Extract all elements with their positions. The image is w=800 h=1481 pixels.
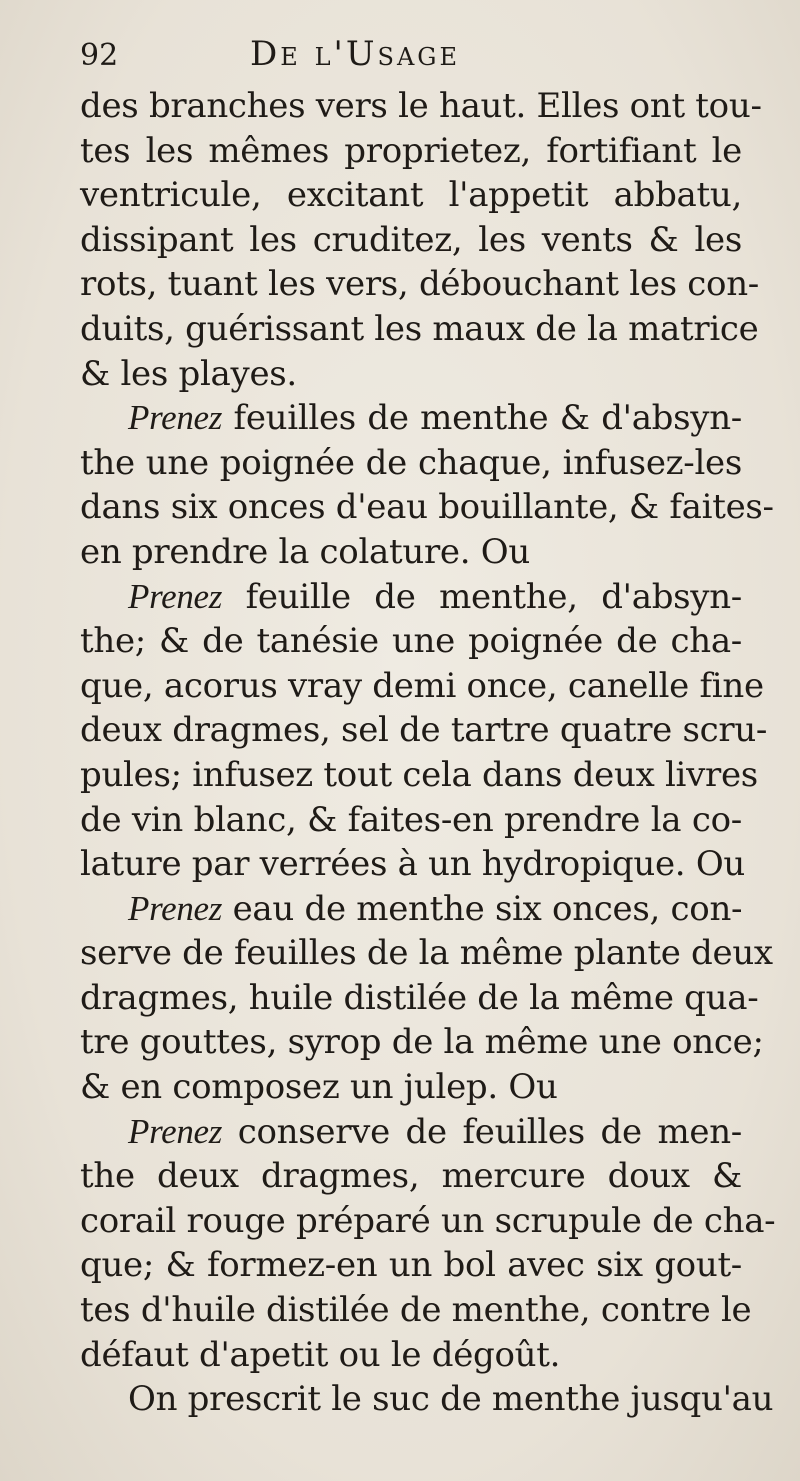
line-text: serve de feuilles de la même plante deux <box>80 933 773 974</box>
paragraph <box>80 1377 774 1422</box>
line-text: dragmes, huile distilée de la même qua- <box>80 977 759 1018</box>
line-text: défaut d'apetit ou le dégoût. <box>80 1334 561 1375</box>
text-line <box>80 1154 742 1199</box>
text-line <box>80 1110 742 1155</box>
line-text: tre gouttes, syrop de la même une once; <box>80 1022 764 1063</box>
line-text: tes d'huile distilée de menthe, contre le <box>80 1290 752 1331</box>
text-line <box>80 1243 742 1288</box>
text-line <box>80 1199 776 1244</box>
lead-word: Prenez <box>128 398 223 438</box>
line-text: conserve de feuilles de men- <box>222 1111 742 1152</box>
line-text: & en composez un julep. Ou <box>80 1067 558 1108</box>
line-text: lature par verrées à un hydropique. Ou <box>80 844 745 885</box>
line-text: rots, tuant les vers, débouchant les con- <box>80 264 759 305</box>
line-text: en prendre la colature. Ou <box>80 531 530 572</box>
text-line <box>80 352 742 397</box>
line-text: ventricule, excitant l'appetit abbatu, <box>80 175 742 216</box>
text-line <box>80 129 742 174</box>
text-line <box>80 307 759 352</box>
line-text: tes les mêmes proprietez, fortifiant le <box>80 130 742 171</box>
paragraph <box>80 575 768 887</box>
text-line <box>80 1020 764 1065</box>
text-line <box>80 530 742 575</box>
lead-word: Prenez <box>128 888 223 928</box>
text-line <box>80 842 745 887</box>
lead-word: Prenez <box>128 576 223 616</box>
line-text: the une poignée de chaque, infusez-les <box>80 442 742 483</box>
text-line <box>80 575 742 620</box>
body-text <box>80 84 776 1422</box>
line-text: & les playes. <box>80 353 297 394</box>
line-text: feuille de menthe, d'absyn- <box>222 576 742 617</box>
running-title: De l'Usage <box>250 34 460 74</box>
text-line <box>80 1377 774 1422</box>
paragraph <box>80 396 774 574</box>
text-line <box>80 798 742 843</box>
text-line <box>80 262 759 307</box>
text-line <box>80 1333 742 1378</box>
text-line <box>80 619 742 664</box>
line-text: que, acorus vray demi once, canelle fine <box>80 665 764 706</box>
text-line <box>80 485 774 530</box>
line-text: dans six onces d'eau bouillante, & faites- <box>80 487 774 528</box>
text-line <box>80 84 762 129</box>
paragraph <box>80 1110 776 1378</box>
text-line <box>80 887 742 932</box>
line-text: feuilles de menthe & d'absyn- <box>222 398 742 439</box>
text-line <box>80 664 764 709</box>
line-text: eau de menthe six onces, con- <box>222 888 743 929</box>
text-line <box>80 218 742 263</box>
text-line <box>80 753 758 798</box>
line-text: des branches vers le haut. Elles ont tou- <box>80 86 762 126</box>
line-text: the; & de tanésie une poignée de cha- <box>80 621 742 662</box>
text-line <box>80 976 759 1021</box>
line-text: duits, guérissant les maux de la matrice <box>80 308 759 349</box>
line-text: corail rouge préparé un scrupule de cha- <box>80 1200 776 1241</box>
lead-word: Prenez <box>128 1111 223 1151</box>
paragraph <box>80 84 762 396</box>
text-line <box>80 1288 752 1333</box>
line-text: dissipant les cruditez, les vents & les <box>80 219 742 260</box>
line-text: the deux dragmes, mercure doux & <box>80 1156 742 1197</box>
text-line <box>80 708 768 753</box>
line-text: deux dragmes, sel de tartre quatre scru- <box>80 710 768 751</box>
line-text: On prescrit le suc de menthe jusqu'au <box>128 1379 774 1420</box>
text-line <box>80 173 742 218</box>
line-text: que; & formez-en un bol avec six gout- <box>80 1245 742 1286</box>
line-text: pules; infusez tout cela dans deux livres <box>80 754 758 795</box>
text-line <box>80 931 773 976</box>
paragraph <box>80 887 773 1110</box>
text-line <box>80 441 742 486</box>
text-line <box>80 1065 742 1110</box>
line-text: de vin blanc, & faites-en prendre la co- <box>80 799 742 840</box>
page-number: 92 <box>80 38 119 73</box>
text-line <box>80 396 742 441</box>
running-head <box>80 34 742 84</box>
